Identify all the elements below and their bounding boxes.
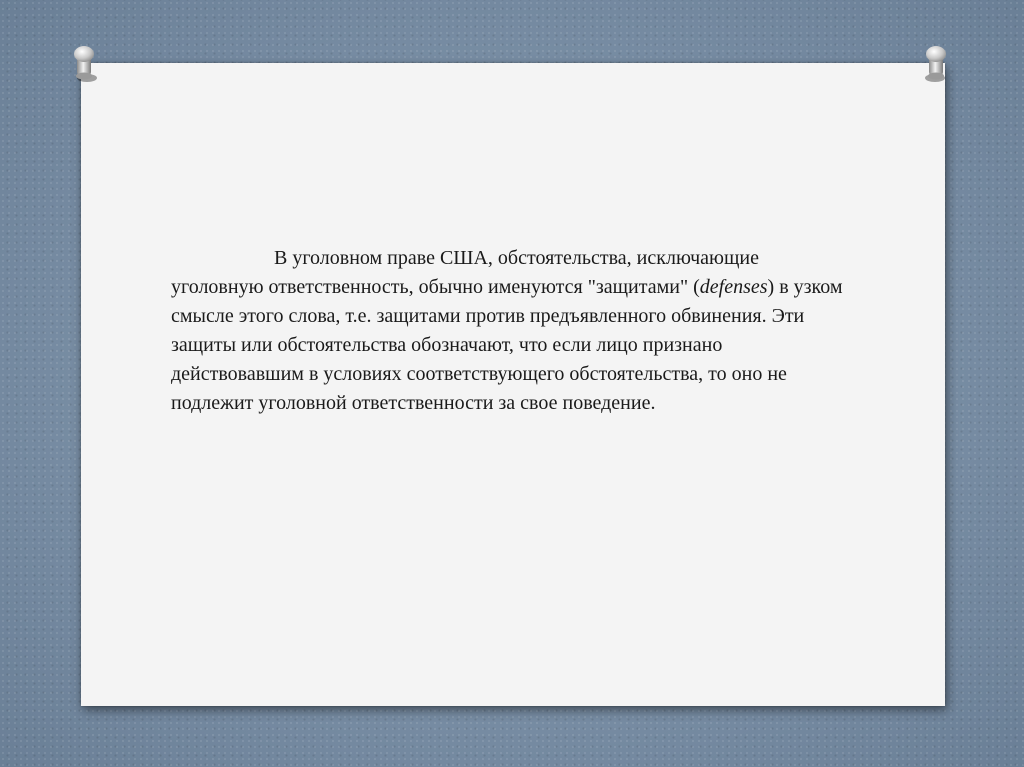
paragraph-term: defenses [699, 276, 768, 298]
pushpin-icon [918, 40, 954, 84]
pushpin-icon [66, 40, 102, 84]
slide-body-text [171, 244, 851, 418]
paragraph-part-1: В уголовном праве США, обстоятельства, исключающие уголовную ответственность, обычно именуются "защитами" ( [171, 247, 759, 298]
paragraph-part-2: ) в узком смысле этого слова, т.е. защитами против предъявленного обвинения. Эти защиты или обстоятельства обозначают, что если лицо признано действовавшим в условиях соответствующего обстоятельства, то оно не подлежит уголовной ответственности за свое поведение. [171, 276, 843, 414]
